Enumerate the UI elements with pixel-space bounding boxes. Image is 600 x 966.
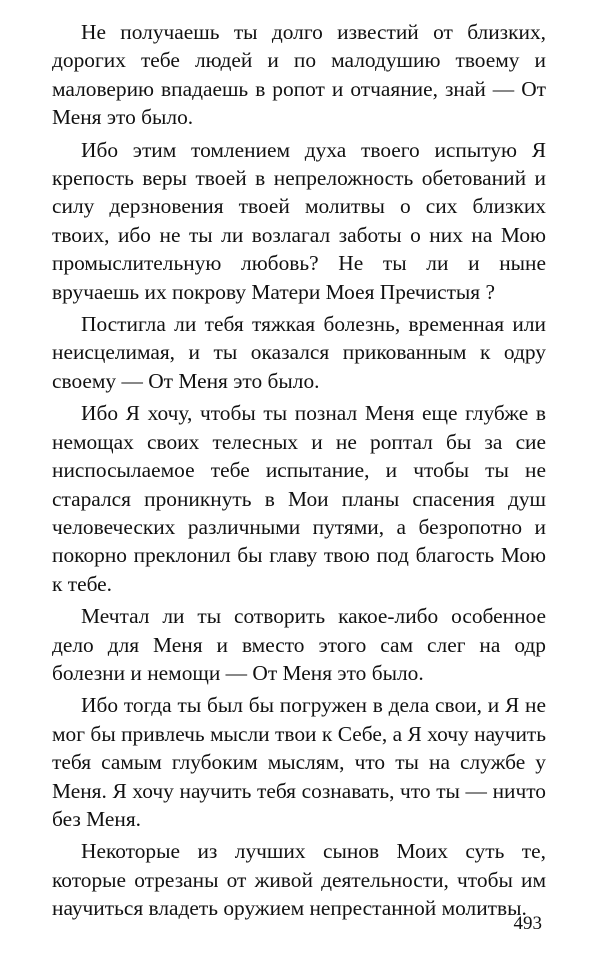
paragraph-1: Не получаешь ты долго известий от близких, дорогих тебе людей и по малодушию твоему и маловерию впадаешь в ропот и отчаяние, знай — От Меня это было. (52, 20, 546, 130)
paragraph-6: Ибо тогда ты был бы погружен в дела свои, и Я не мог бы привлечь мысли твои к Себе, а Я хочу научить тебя самым глубоким мыслям, что ты на службе у Меня. Я хочу научить тебя сознавать, что ты — ничто без Меня. (52, 693, 546, 831)
body-text (52, 18, 546, 927)
page-number: 493 (513, 913, 542, 934)
paragraph-3: Постигла ли тебя тяжкая болезнь, временная или неисцелимая, и ты оказался прикованным к одру своему — От Меня это было. (52, 312, 546, 393)
paragraph-5: Мечтал ли ты сотворить какое-либо особенное дело для Меня и вместо этого сам слег на одр болезни и немощи — От Меня это было. (52, 604, 546, 685)
paragraph-7: Некоторые из лучших сынов Моих суть те, которые отрезаны от живой деятельности, чтобы им научиться владеть оружием непрестанной молитвы. (52, 839, 546, 921)
paragraph-2: Ибо этим томлением духа твоего испытую Я крепость веры твоей в непреложность обетований и силу дерзновения твоей молитвы о сих близких твоих, ибо не ты ли возлагал заботы о них на Мою промыслительную любовь? Не ты ли и ныне вручаешь их покрову Матери Моея Пречистыя ? (52, 137, 546, 304)
paragraph-4: Ибо Я хочу, чтобы ты познал Меня еще глубже в немощах своих телесных и не роптал бы за сие ниспосылаемое тебе испытание, и чтобы ты не старался проникнуть в Мои планы спасения душ человеческих различными путями, а безропотно и покорно преклонил бы главу твою под благость Мою к тебе. (52, 401, 546, 596)
